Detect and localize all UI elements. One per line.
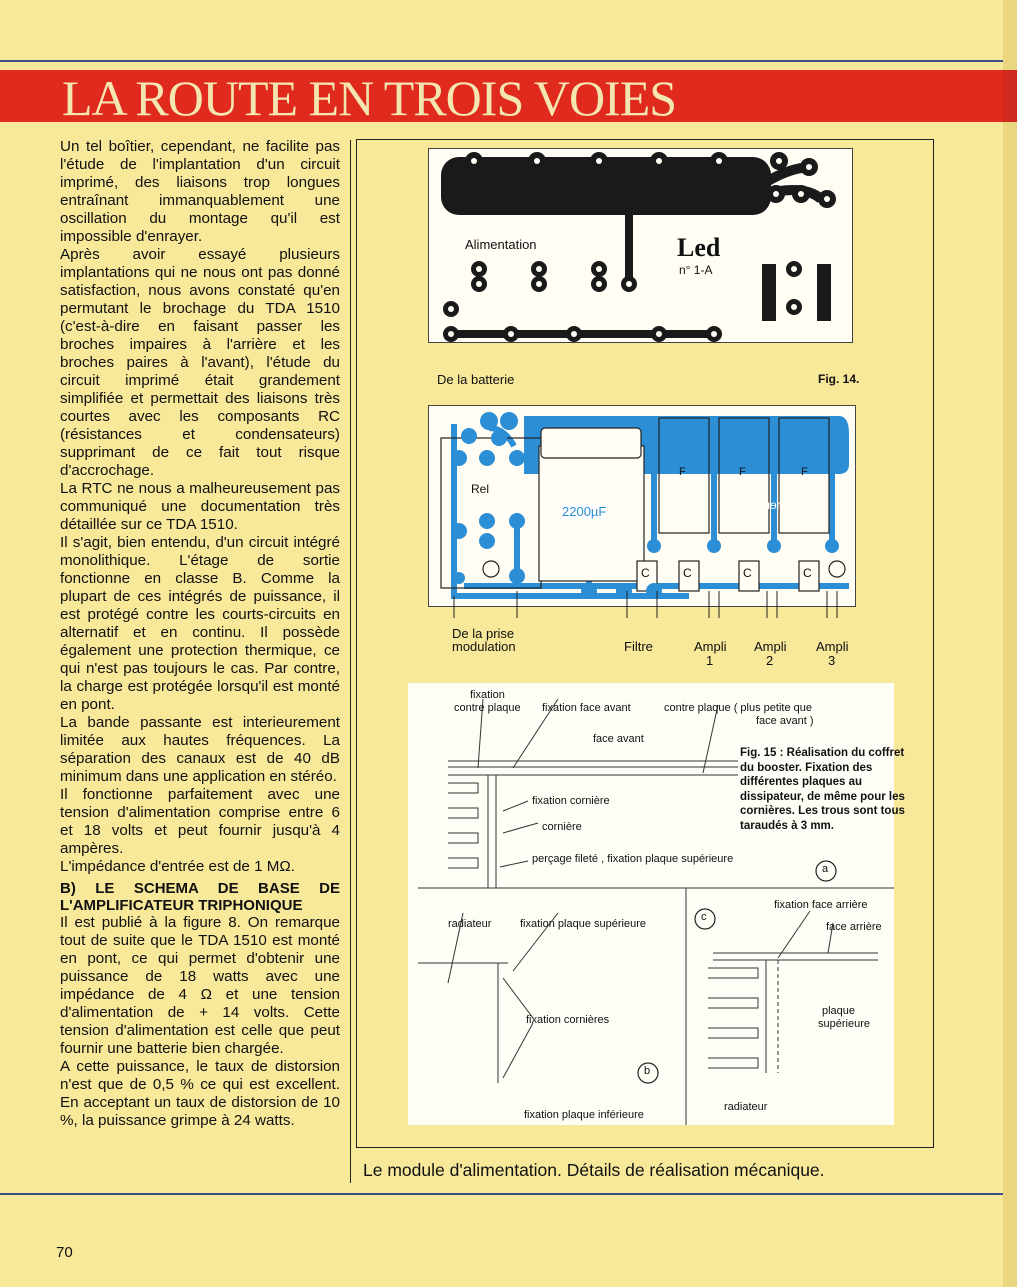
fixation-plaque-superieure-label: fixation plaque supérieure bbox=[520, 918, 646, 930]
paragraph: La bande passante est interieurement limitée aux hautes fréquences. La séparation des canaux est de 40 dB minimum dans une application en stéréo. bbox=[60, 714, 340, 785]
filtre-label: Filtre bbox=[624, 639, 653, 654]
face-avant-label: face avant bbox=[593, 733, 644, 745]
power-pcb-traces bbox=[429, 406, 857, 646]
power-module-pcb bbox=[428, 405, 856, 607]
view-a-letter: a bbox=[822, 863, 829, 875]
text-column bbox=[60, 138, 340, 1130]
fuse-label: F bbox=[739, 466, 746, 478]
fuse-label: F bbox=[679, 466, 686, 478]
article-title: LA ROUTE EN TROIS VOIES bbox=[62, 70, 677, 126]
fixation-corniere-label: fixation cornière bbox=[532, 795, 610, 807]
radiateur-label: radiateur bbox=[448, 918, 492, 930]
paragraph: Un tel boîtier, cependant, ne facilite pas l'étude de l'implantation d'un circuit imprimé, des liaisons trop longues entraînant immanquablement une oscillation du montage qu'il est impossible d'enrayer. bbox=[60, 138, 340, 245]
relay-label: Rel bbox=[471, 482, 490, 496]
led-logo-label: Led bbox=[677, 233, 721, 262]
face-arriere-label: face arrière bbox=[826, 921, 882, 933]
edge-tab bbox=[1003, 70, 1017, 122]
paragraph: A cette puissance, le taux de distorsion n'est que de 0,5 % ce qui est excellent. En acceptant un taux de distorsion de 10 %, la puissance grimpe à 24 watts. bbox=[60, 1058, 340, 1129]
top-rule bbox=[0, 60, 1003, 62]
fig15-caption: Fig. 15 : Réalisation du coffret du booster. Fixation des différentes plaques au dissipateur, de même pour les cornières. Les trous sont tous taraudés à 3 mm. bbox=[740, 747, 905, 832]
mirrored-alimentation-label: Alimentation bbox=[734, 498, 801, 512]
percage-label: perçage fileté , fixation plaque supérieure bbox=[532, 853, 734, 865]
contre-plaque-label: contre plaque bbox=[454, 702, 521, 714]
capacitor-c-label: C bbox=[683, 566, 692, 580]
paragraph: L'impédance d'entrée est de 1 MΩ. bbox=[60, 858, 295, 875]
fixation-face-arriere-label: fixation face arrière bbox=[774, 899, 868, 911]
batterie-label: De la batterie bbox=[437, 372, 515, 387]
fig14-label: Fig. 14. bbox=[818, 372, 860, 386]
paragraph: Il est publié à la figure 8. On remarque tout de suite que le TDA 1510 est monté en pont, ce qui permet d'obtenir une puissance de 18 watts avec une impédance de 4 Ω et une tension d'alimentation de + 14 volts. Cette tension d'alimentation est celle que peut fournir une batterie bien chargée. bbox=[60, 914, 340, 1057]
led-pcb-diagram bbox=[428, 148, 853, 343]
paragraph: Il fonctionne parfaitement avec une tension d'alimentation comprise entre 6 et 18 volts et peut fournir jusqu'à 4 ampères. bbox=[60, 786, 340, 857]
ampli-3-label: Ampli bbox=[816, 639, 849, 654]
page-number: 70 bbox=[56, 1244, 73, 1261]
fixation-plaque-inferieure-label: fixation plaque inférieure bbox=[524, 1109, 644, 1121]
ampli-3-number: 3 bbox=[828, 653, 836, 668]
fuse-label: F bbox=[801, 466, 808, 478]
capacitor-c-label: C bbox=[641, 566, 650, 580]
radiateur-label: radiateur bbox=[724, 1101, 768, 1113]
paragraph: Après avoir essayé plusieurs implantations qui ne nous ont pas donné satisfaction, nous avons constaté qu'en permutant le brochage du TDA 1510 (c'est-à-dire en faisant passer les broches impaires à l'arrière et les broches paires à l'avant), l'étude du circuit imprimé était grandement simplifiée et permettait des liaisons très courtes avec les composants RC (résistances et condensateurs) supprimant de ce fait tout risque d'accrochage. bbox=[60, 246, 340, 479]
view-b-letter: b bbox=[644, 1065, 651, 1077]
fixation-cornieres-label: fixation cornières bbox=[526, 1014, 610, 1026]
plaque-label: plaque bbox=[822, 1005, 856, 1017]
view-c-letter: c bbox=[701, 911, 707, 923]
fixation-label: fixation bbox=[470, 689, 505, 701]
led-number-label: n° 1-A bbox=[679, 263, 713, 277]
ampli-2-number: 2 bbox=[766, 653, 774, 668]
alimentation-label: Alimentation bbox=[465, 237, 537, 252]
capacitor-c-label: C bbox=[743, 566, 752, 580]
bottom-rule bbox=[0, 1193, 1003, 1195]
paragraph: La RTC ne nous a malheureusement pas communiqué une documentation très détaillée sur ce TDA 1510. bbox=[60, 480, 340, 533]
superieure-label: supérieure bbox=[818, 1018, 870, 1030]
section-heading: B) LE SCHEMA DE BASE DE L'AMPLIFICATEUR TRIPHONIQUE bbox=[60, 880, 340, 914]
page-edge bbox=[1003, 0, 1017, 1287]
contre-plaque-petite-label: contre plaque ( plus petite que bbox=[664, 702, 812, 714]
face-avant-paren-label: face avant ) bbox=[756, 715, 814, 727]
prise-label: De la prise bbox=[452, 626, 515, 641]
capacitor-value-label: 2200µF bbox=[562, 504, 607, 519]
capacitor-c-label: C bbox=[803, 566, 812, 580]
modulation-label: modulation bbox=[452, 639, 516, 654]
paragraph: Il s'agit, bien entendu, d'un circuit intégré monolithique. L'étage de sortie fonctionne en classe B. Comme la plupart de ces intégrés de puissance, il est protégé contre les courts-circuits en alternatif et en continu. Il possède également une protection thermique, ce qui n'est pas toujours le cas. Par contre, la charge est protégée lorsqu'il est monté en pont. bbox=[60, 534, 340, 713]
fixation-face-avant-label: fixation face avant bbox=[542, 702, 631, 714]
ampli-2-label: Ampli bbox=[754, 639, 787, 654]
figure-caption: Le module d'alimentation. Détails de réalisation mécanique. bbox=[363, 1160, 825, 1180]
column-divider bbox=[350, 140, 351, 1183]
corniere-label: cornière bbox=[542, 821, 582, 833]
ampli-1-number: 1 bbox=[706, 653, 714, 668]
ampli-1-label: Ampli bbox=[694, 639, 727, 654]
